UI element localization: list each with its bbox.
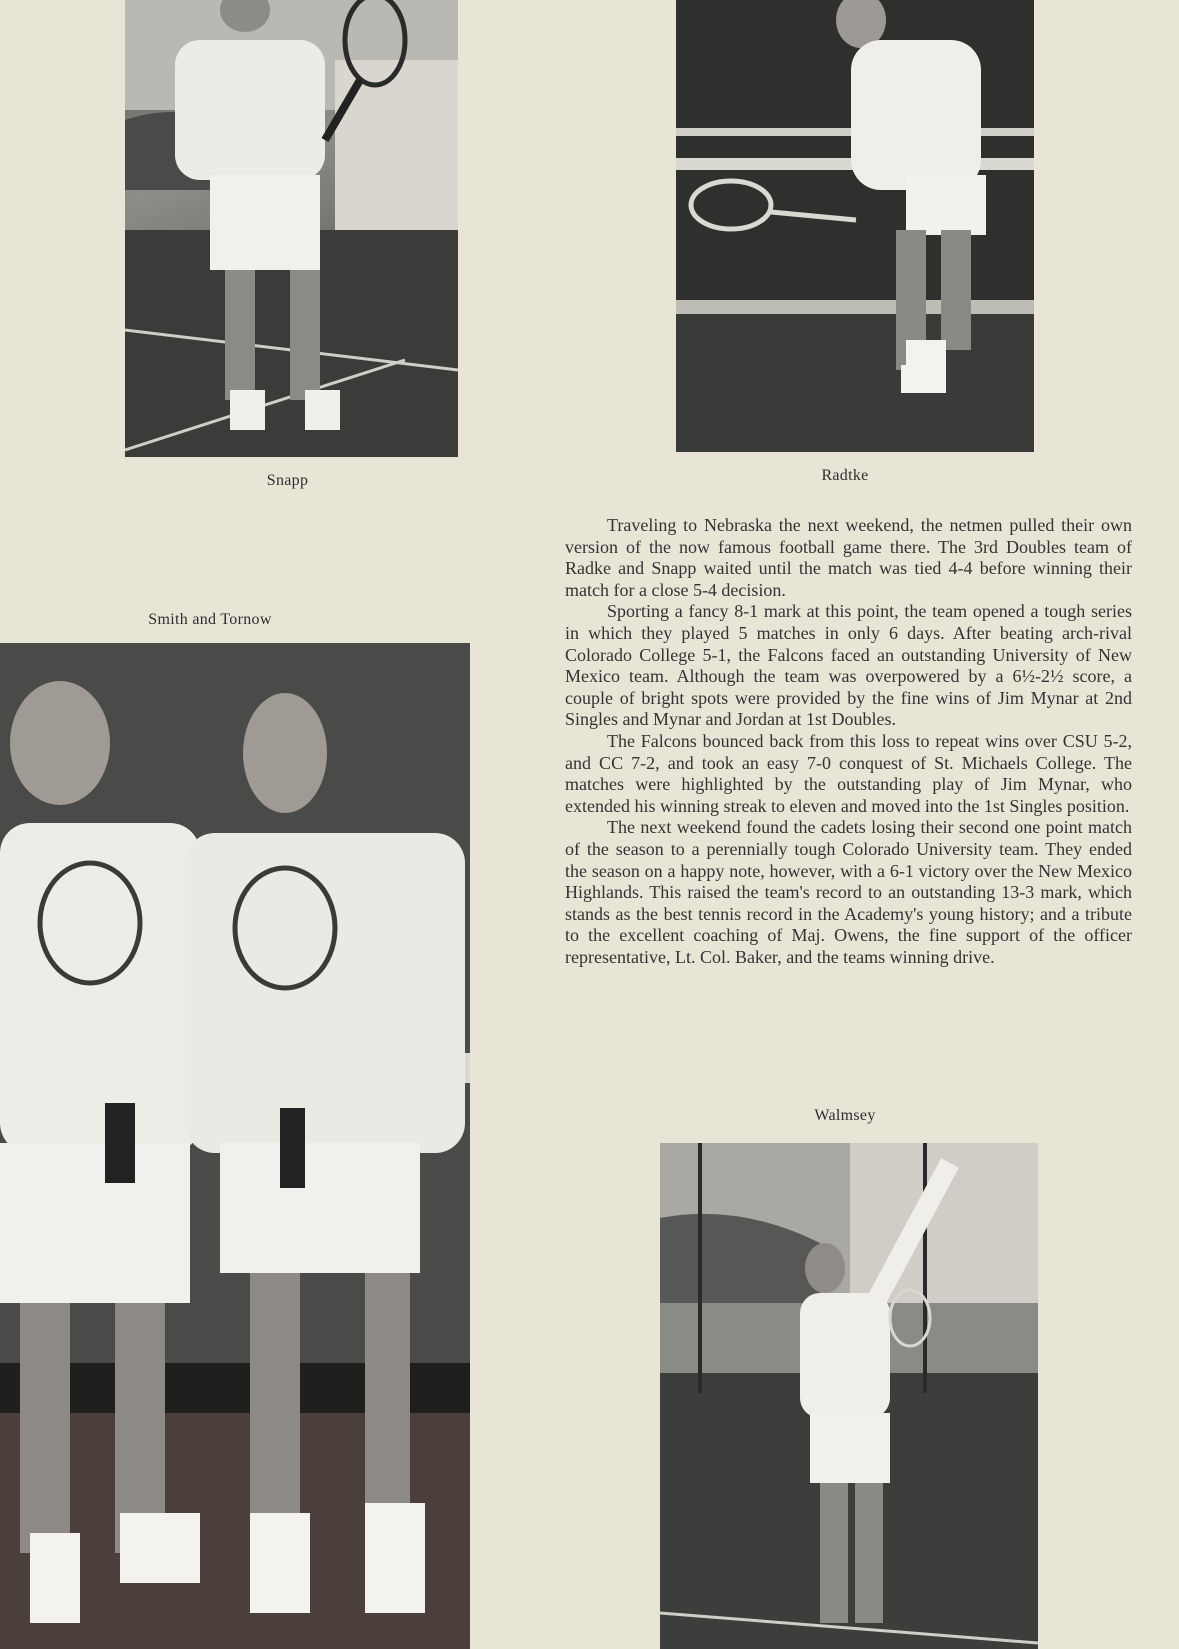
photo-radtke: [676, 0, 1034, 452]
photo-snapp: [125, 0, 458, 457]
caption-walmsey: Walmsey: [814, 1107, 876, 1124]
article-paragraph: The Falcons bounced back from this loss to repeat wins over CSU 5-2, and CC 7-2, and took an easy 7-0 conquest of St. Michaels College. The matches were highlighted by the outstanding play of Jim Mynar, who extended his winning streak to eleven and moved into the 1st Singles position.: [565, 730, 1132, 816]
caption-smith-and-tornow: Smith and Tornow: [148, 611, 272, 628]
photo-walmsey: [660, 1143, 1038, 1649]
article-paragraph: Sporting a fancy 8-1 mark at this point, the team opened a tough series in which they played 5 matches in only 6 days. After beating arch-rival Colorado College 5-1, the Falcons faced an outstanding University of New Mexico team. Although the team was overpowered by a 6½-2½ score, a couple of bright spots were provided by the fine wins of Jim Mynar at 2nd Singles and Mynar and Jordan at 1st Doubles.: [565, 601, 1132, 730]
article-paragraph: The next weekend found the cadets losing their second one point match of the season to a perennially tough Colorado University team. They ended the season on a happy note, however, with a 6-1 victory over the New Mexico Highlands. This raised the team's record to an outstanding 13-3 mark, which stands as the best tennis record in the Academy's young history; and a tribute to the excellent coaching of Maj. Owens, the fine support of the officer representative, Lt. Col. Baker, and the teams winning drive.: [565, 817, 1132, 967]
article-paragraph: Traveling to Nebraska the next weekend, the netmen pulled their own version of the now famous football game there. The 3rd Doubles team of Radke and Snapp waited until the match was tied 4-4 before winning their match for a close 5-4 decision.: [565, 515, 1132, 600]
photo-smith-and-tornow: [0, 643, 470, 1649]
caption-radtke: Radtke: [821, 467, 869, 484]
article-body: [565, 515, 1132, 968]
caption-snapp: Snapp: [266, 472, 309, 489]
